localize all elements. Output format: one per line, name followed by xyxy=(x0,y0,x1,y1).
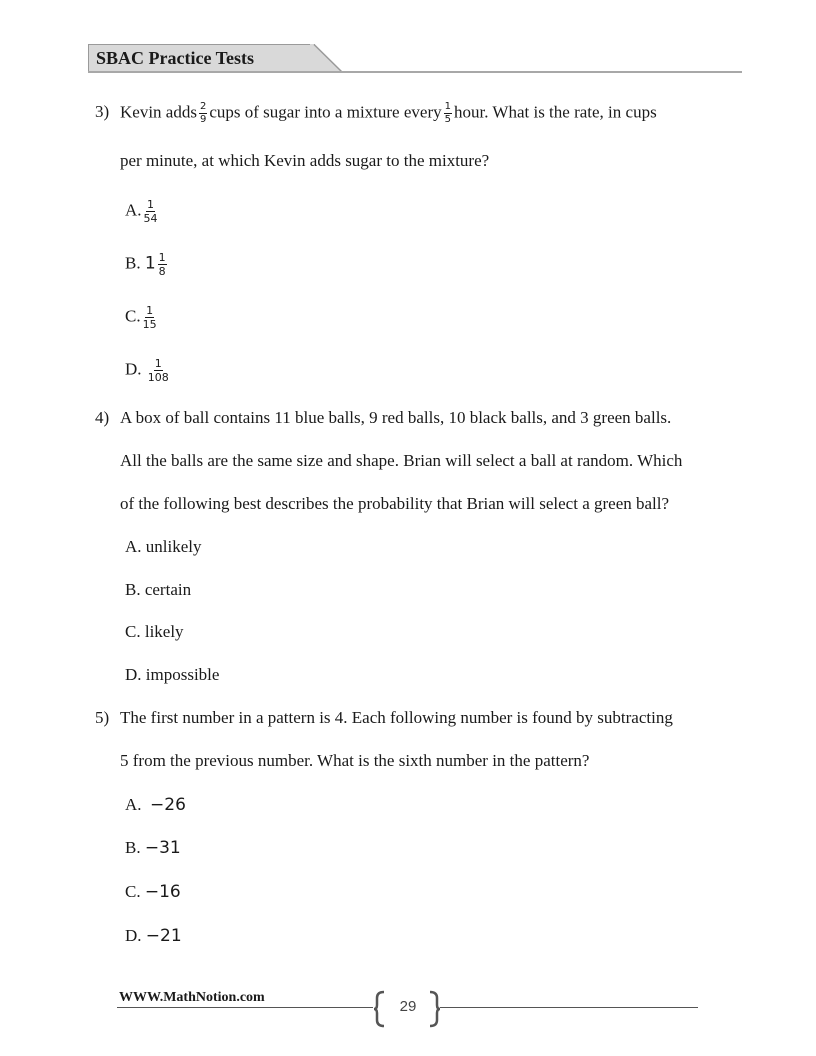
question-4-choice-c[interactable]: C. likely xyxy=(125,622,184,641)
page-number: 29 xyxy=(399,998,417,1015)
choice-a-fraction: $\frac{1}{54}$ xyxy=(143,198,158,225)
question-3-choice-b[interactable]: B. 1 $\frac{1}{8}$ xyxy=(125,251,166,278)
fraction-two-ninths: $\frac{2}{9}$ xyxy=(199,101,207,125)
question-5-choice-b[interactable]: B. −31 xyxy=(125,838,181,858)
question-3-choice-c[interactable]: C. $\frac{1}{15}$ xyxy=(125,304,157,331)
question-3-number: 3) xyxy=(95,102,110,121)
right-brace-icon xyxy=(428,990,442,1028)
question-3-choice-d[interactable]: D. $\frac{1}{108}$ xyxy=(125,357,169,384)
page-header-title: SBAC Practice Tests xyxy=(96,48,254,68)
question-5-choice-d[interactable]: D. −21 xyxy=(125,926,182,946)
question-3-line-2: per minute, at which Kevin adds sugar to the mixture? xyxy=(120,151,490,170)
question-5-line-1: The first number in a pattern is 4. Each following number is found by subtracting xyxy=(120,708,673,727)
question-5-number: 5) xyxy=(95,708,110,727)
footer-rule-right xyxy=(440,1007,698,1008)
question-4-line-2: All the balls are the same size and shape. Brian will select a ball at random. Which xyxy=(120,451,683,470)
left-brace-icon xyxy=(372,990,386,1028)
question-4-choice-d[interactable]: D. impossible xyxy=(125,665,220,684)
question-5-choice-a[interactable]: A. −26 xyxy=(125,795,186,815)
question-3-text-part-1: Kevin adds xyxy=(120,102,197,122)
fraction-one-fifth: $\frac{1}{5}$ xyxy=(444,101,451,125)
footer-rule-left xyxy=(117,1007,373,1008)
question-5-line-2: 5 from the previous number. What is the sixth number in the pattern? xyxy=(120,751,590,770)
question-4-choice-a[interactable]: A. unlikely xyxy=(125,537,202,556)
question-3-line-1 xyxy=(120,102,657,125)
question-4-choice-b[interactable]: B. certain xyxy=(125,580,192,599)
question-3-text-part-3: hour. What is the rate, in cups xyxy=(453,102,657,122)
choice-d-fraction: $\frac{1}{108}$ xyxy=(147,357,169,384)
question-4-line-1: A box of ball contains 11 blue balls, 9 red balls, 10 black balls, and 3 green balls. xyxy=(120,408,672,427)
question-5-choice-c[interactable]: C. −16 xyxy=(125,882,181,902)
question-4-line-3: of the following best describes the probability that Brian will select a green ball? xyxy=(120,494,670,513)
question-3-choice-a[interactable]: A. $\frac{1}{54}$ xyxy=(125,198,158,225)
question-3-text-part-2: cups of sugar into a mixture every xyxy=(209,102,442,122)
header-tab-slant xyxy=(310,44,344,74)
question-4-number: 4) xyxy=(95,408,110,427)
choice-b-fraction: $\frac{1}{8}$ xyxy=(158,251,166,278)
footer-website: WWW.MathNotion.com xyxy=(119,990,265,1005)
choice-c-fraction: $\frac{1}{15}$ xyxy=(142,304,157,331)
header-rule xyxy=(88,71,742,73)
